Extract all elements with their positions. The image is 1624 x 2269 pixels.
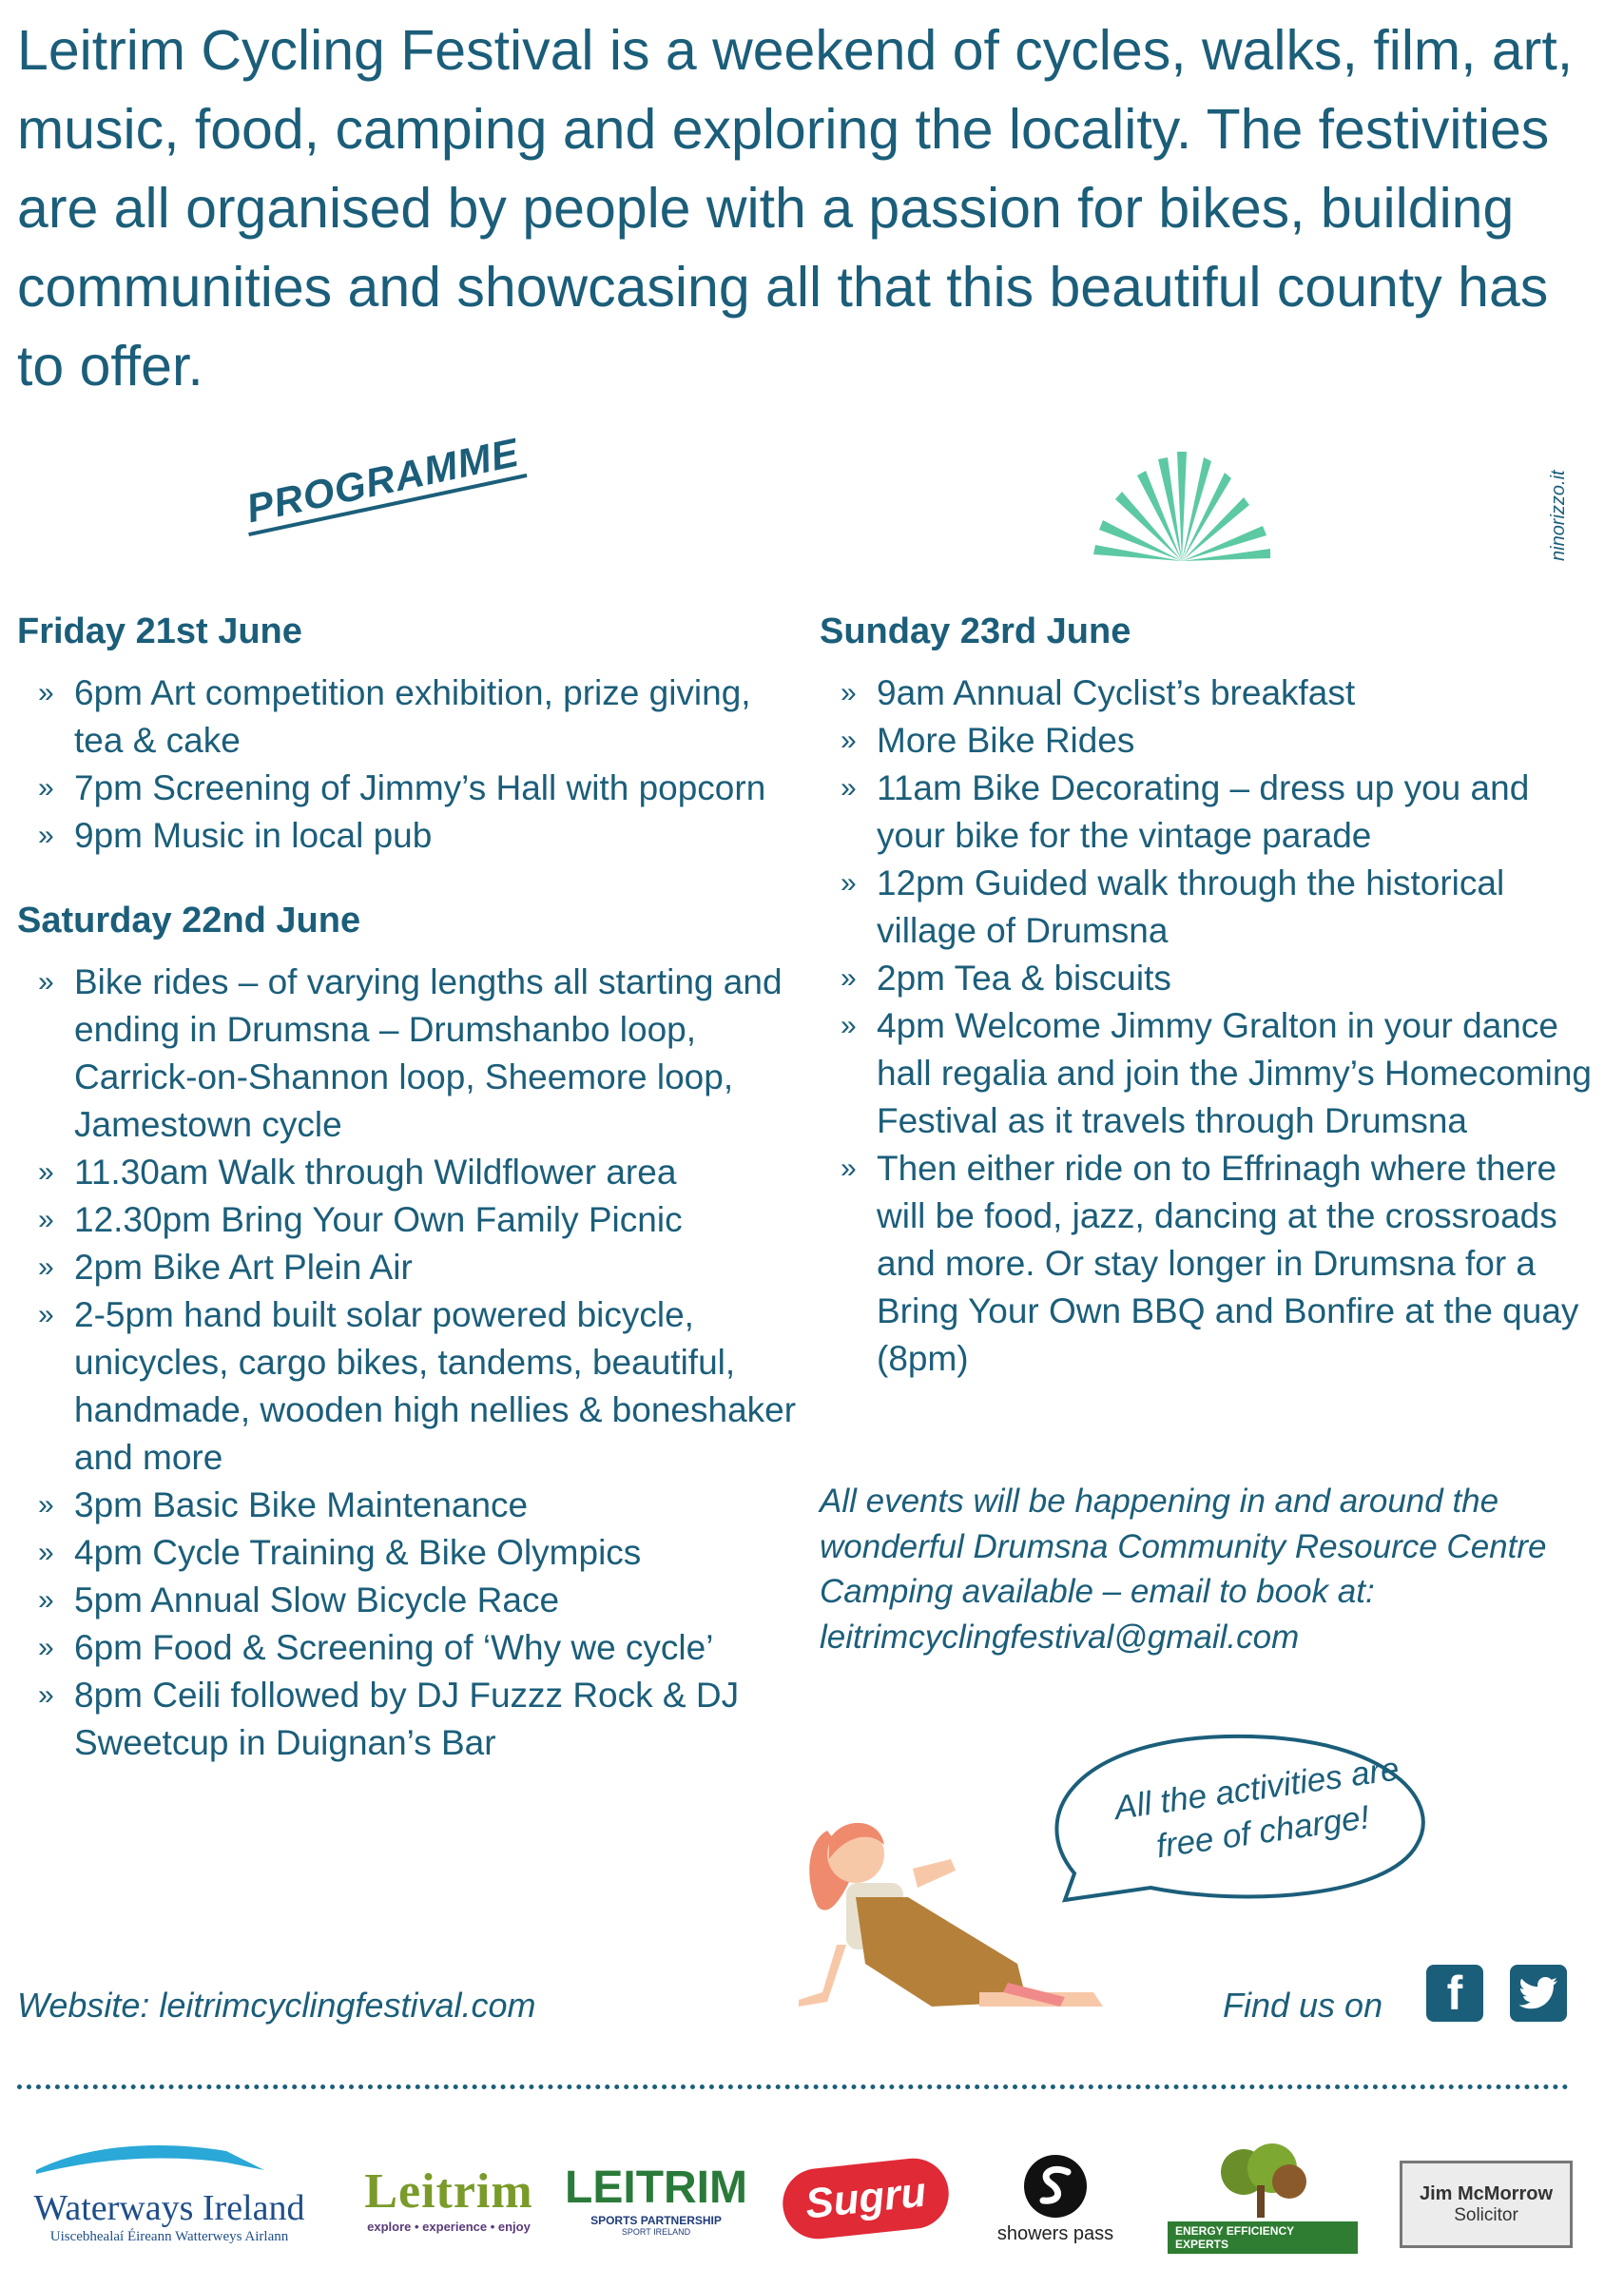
sunday-events bbox=[820, 669, 1599, 1383]
list-item: » 9am Annual Cyclist’s breakfast bbox=[820, 669, 1599, 717]
energy-efficiency-experts-logo: ENERGY EFFICIENCY EXPERTS bbox=[1168, 2142, 1358, 2256]
facebook-icon[interactable]: f bbox=[1426, 1965, 1483, 2022]
list-item: » 5pm Annual Slow Bicycle Race bbox=[17, 1577, 806, 1624]
bullet-icon: » bbox=[38, 820, 54, 851]
leitrim-sports-partnership-logo: LEITRIM SPORTS PARTNERSHIP SPORT IRELAND bbox=[565, 2162, 747, 2237]
bullet-icon: » bbox=[841, 677, 857, 708]
bullet-icon: » bbox=[38, 966, 54, 998]
list-item: » 12pm Guided walk through the historical village of Drumsna bbox=[820, 860, 1599, 955]
list-item: » 4pm Cycle Training & Bike Olympics bbox=[17, 1529, 806, 1577]
bullet-icon: » bbox=[38, 1251, 54, 1283]
bullet-icon: » bbox=[38, 1204, 54, 1235]
day-heading-saturday: Saturday 22nd June bbox=[17, 901, 361, 941]
bullet-icon: » bbox=[38, 1679, 54, 1711]
bullet-icon: » bbox=[841, 962, 857, 994]
leitrim-tourism-logo: Leitrim explore • experience • enjoy bbox=[364, 2164, 533, 2234]
waterways-ireland-logo: Waterways Ireland Uiscebhealaí Éireann Watterweys Airlann bbox=[17, 2142, 321, 2256]
bullet-icon: » bbox=[38, 1537, 54, 1568]
list-item: » 12.30pm Bring Your Own Family Picnic bbox=[17, 1196, 806, 1244]
footer-divider bbox=[17, 2085, 1569, 2089]
venue-text: All events will be happening in and around the wonderful Drumsna Community Resource Centre bbox=[820, 1483, 1547, 1565]
email-link[interactable]: leitrimcyclingfestival@gmail.com bbox=[820, 1618, 1300, 1656]
bullet-icon: » bbox=[38, 677, 54, 708]
list-item: » 6pm Art competition exhibition, prize giving, tea & cake bbox=[17, 669, 806, 765]
bullet-icon: » bbox=[38, 772, 54, 804]
illustrator-credit: ninorizzo.it bbox=[1548, 470, 1569, 561]
find-us-label: Find us on bbox=[1223, 1986, 1383, 2025]
saturday-events bbox=[17, 959, 806, 1767]
intro-paragraph: Leitrim Cycling Festival is a weekend of cycles, walks, film, art, music, food, camping and exploring the locality. The festivities are all organised by people with a passion for bikes, building communities and showcasing all that this beautiful county has to offer. bbox=[17, 19, 1574, 398]
friday-events bbox=[17, 669, 806, 860]
list-item: » More Bike Rides bbox=[820, 717, 1599, 765]
programme-left-column bbox=[17, 609, 806, 1805]
list-item: » 11.30am Walk through Wildflower area bbox=[17, 1149, 806, 1196]
bullet-icon: » bbox=[38, 1489, 54, 1521]
list-item: » 2pm Tea & biscuits bbox=[820, 955, 1599, 1002]
list-item: » 9pm Music in local pub bbox=[17, 812, 806, 860]
list-item: » 4pm Welcome Jimmy Gralton in your dance hall regalia and join the Jimmy’s Homecoming Festival as it travels through Drumsna bbox=[820, 1002, 1599, 1145]
bullet-icon: » bbox=[38, 1299, 54, 1330]
list-item: » 2-5pm hand built solar powered bicycle, unicycles, cargo bikes, tandems, beautiful, handmade, wooden high nellies & boneshaker and more bbox=[17, 1291, 806, 1482]
bullet-icon: » bbox=[38, 1584, 54, 1616]
bullet-icon: » bbox=[841, 725, 857, 756]
sugru-logo: Sugru bbox=[785, 2142, 947, 2256]
list-item: » 8pm Ceili followed by DJ Fuzzz Rock & DJ Sweetcup in Duignan’s Bar bbox=[17, 1672, 806, 1767]
day-heading-sunday: Sunday 23rd June bbox=[820, 611, 1131, 651]
twitter-icon[interactable] bbox=[1510, 1965, 1567, 2022]
venue-note bbox=[820, 1479, 1599, 1659]
list-item: » Bike rides – of varying lengths all starting and ending in Drumsna – Drumshanbo loop, Carrick-on-Shannon loop, Sheemore loop, Jamestown cycle bbox=[17, 959, 806, 1149]
day-heading-friday: Friday 21st June bbox=[17, 611, 302, 651]
camping-text: Camping available – email to book at: bbox=[820, 1573, 1375, 1610]
jim-mcmorrow-solicitor-logo: Jim McMorrow Solicitor bbox=[1400, 2161, 1573, 2248]
programme-title: PROGRAMME bbox=[239, 429, 528, 536]
list-item: » 7pm Screening of Jimmy’s Hall with popcorn bbox=[17, 765, 806, 812]
list-item: » 2pm Bike Art Plein Air bbox=[17, 1244, 806, 1291]
bullet-icon: » bbox=[841, 1010, 857, 1041]
website-link[interactable]: Website: leitrimcyclingfestival.com bbox=[17, 1986, 536, 2025]
showers-pass-logo: showers pass bbox=[979, 2142, 1131, 2256]
programme-right-column bbox=[820, 609, 1599, 1421]
bullet-icon: » bbox=[841, 867, 857, 899]
free-of-charge-text: All the activities are free of charge! bbox=[1112, 1750, 1402, 1866]
list-item: » Then either ride on to Effrinagh where there will be food, jazz, dancing at the crossroads and more. Or stay longer in Drumsna for a Bring Your Own BBQ and Bonfire at the quay (8pm) bbox=[820, 1145, 1599, 1383]
leaf-illustration-icon bbox=[1092, 442, 1272, 566]
bullet-icon: » bbox=[841, 1153, 857, 1184]
bullet-icon: » bbox=[841, 772, 857, 804]
bullet-icon: » bbox=[38, 1156, 54, 1188]
bullet-icon: » bbox=[38, 1632, 54, 1663]
list-item: » 11am Bike Decorating – dress up you and your bike for the vintage parade bbox=[820, 765, 1599, 860]
list-item: » 6pm Food & Screening of ‘Why we cycle’ bbox=[17, 1624, 806, 1672]
list-item: » 3pm Basic Bike Maintenance bbox=[17, 1482, 806, 1529]
